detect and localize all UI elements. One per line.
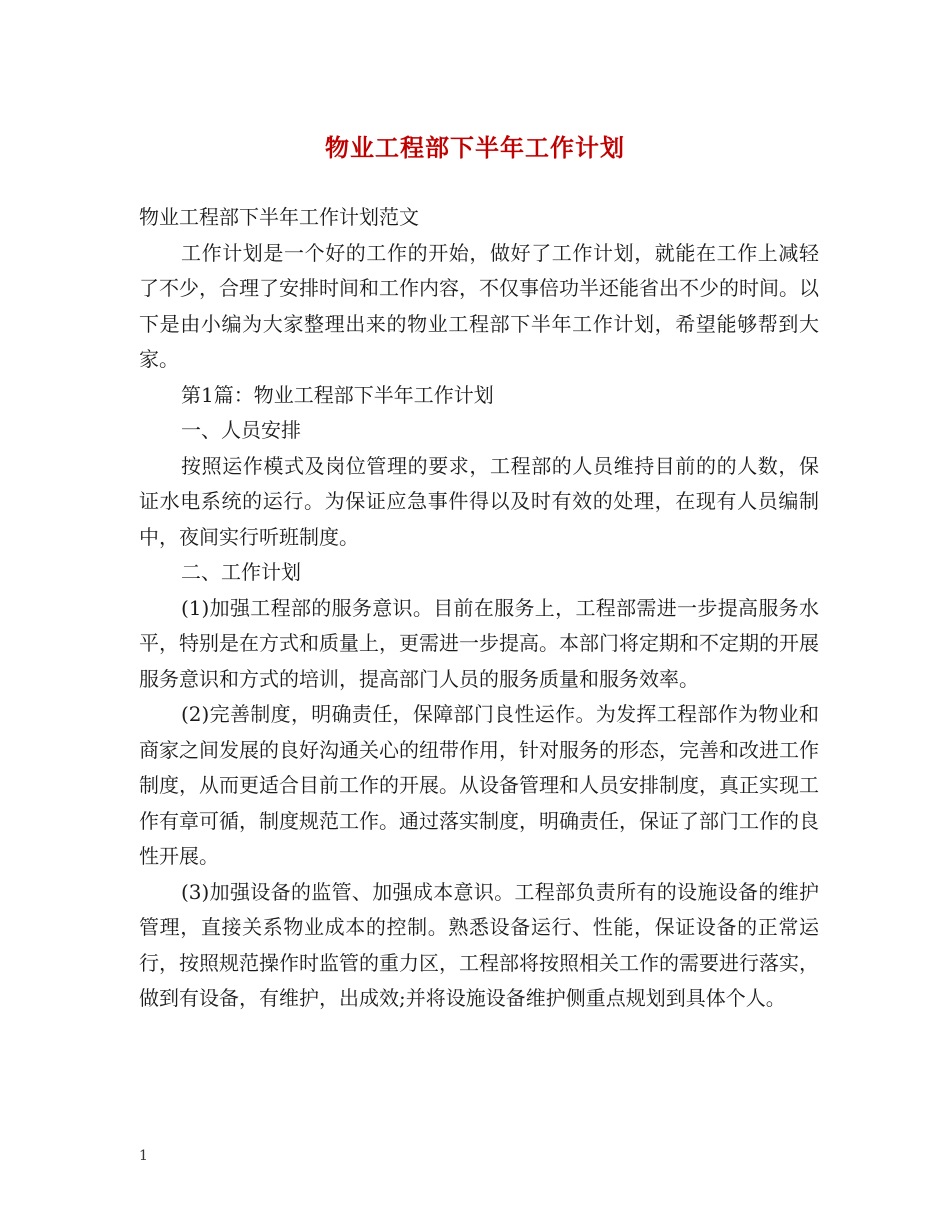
plan-item-2-paragraph: (2)完善制度，明确责任，保障部门良性运作。为发挥工程部作为物业和商家之间发展的良好沟通关心的纽带作用，针对服务的形态，完善和改进工作制度，从而更适合目前工作的开展。从设备管理和人员安排制度，真正实现工作有章可循，制度规范工作。通过落实制度，明确责任，保证了部门工作的良性开展。 [139,702,819,868]
page-number: 1 [139,1148,148,1164]
intro-paragraph: 工作计划是一个好的工作的开始，做好了工作计划，就能在工作上减轻了不少，合理了安排时间和工作内容，不仅事倍功半还能省出不少的时间。以下是由小编为大家整理出来的物业工程部下半年工作计划，希望能够帮到大家。 [139,240,819,371]
plan-item-3-paragraph: (3)加强设备的监管、加强成本意识。工程部负责所有的设施设备的维护管理，直接关系物业成本的控制。熟悉设备运行、性能，保证设备的正常运行，按照规范操作时监管的重力区，工程部将按照相关工作的需要进行落实，做到有设备，有维护，出成效;并将设施设备维护侧重点规划到具体个人。 [139,879,819,1010]
document-title: 物业工程部下半年工作计划 [325,133,625,162]
chapter-heading: 第1篇：物业工程部下半年工作计划 [181,382,494,407]
document-subtitle: 物业工程部下半年工作计划范文 [139,205,419,229]
staffing-paragraph: 按照运作模式及岗位管理的要求，工程部的人员维持目前的的人数，保证水电系统的运行。为保证应急事件得以及时有效的处理，在现有人员编制中，夜间实行听班制度。 [139,453,819,549]
section-heading-staffing: 一、人员安排 [181,418,301,442]
plan-item-1-paragraph: (1)加强工程部的服务意识。目前在服务上，工程部需进一步提高服务水平，特别是在方式和质量上，更需进一步提高。本部门将定期和不定期的开展服务意识和方式的培训，提高部门人员的服务质量和服务效率。 [139,595,819,691]
section-heading-work-plan: 二、工作计划 [181,560,301,584]
document-body [139,200,819,1017]
